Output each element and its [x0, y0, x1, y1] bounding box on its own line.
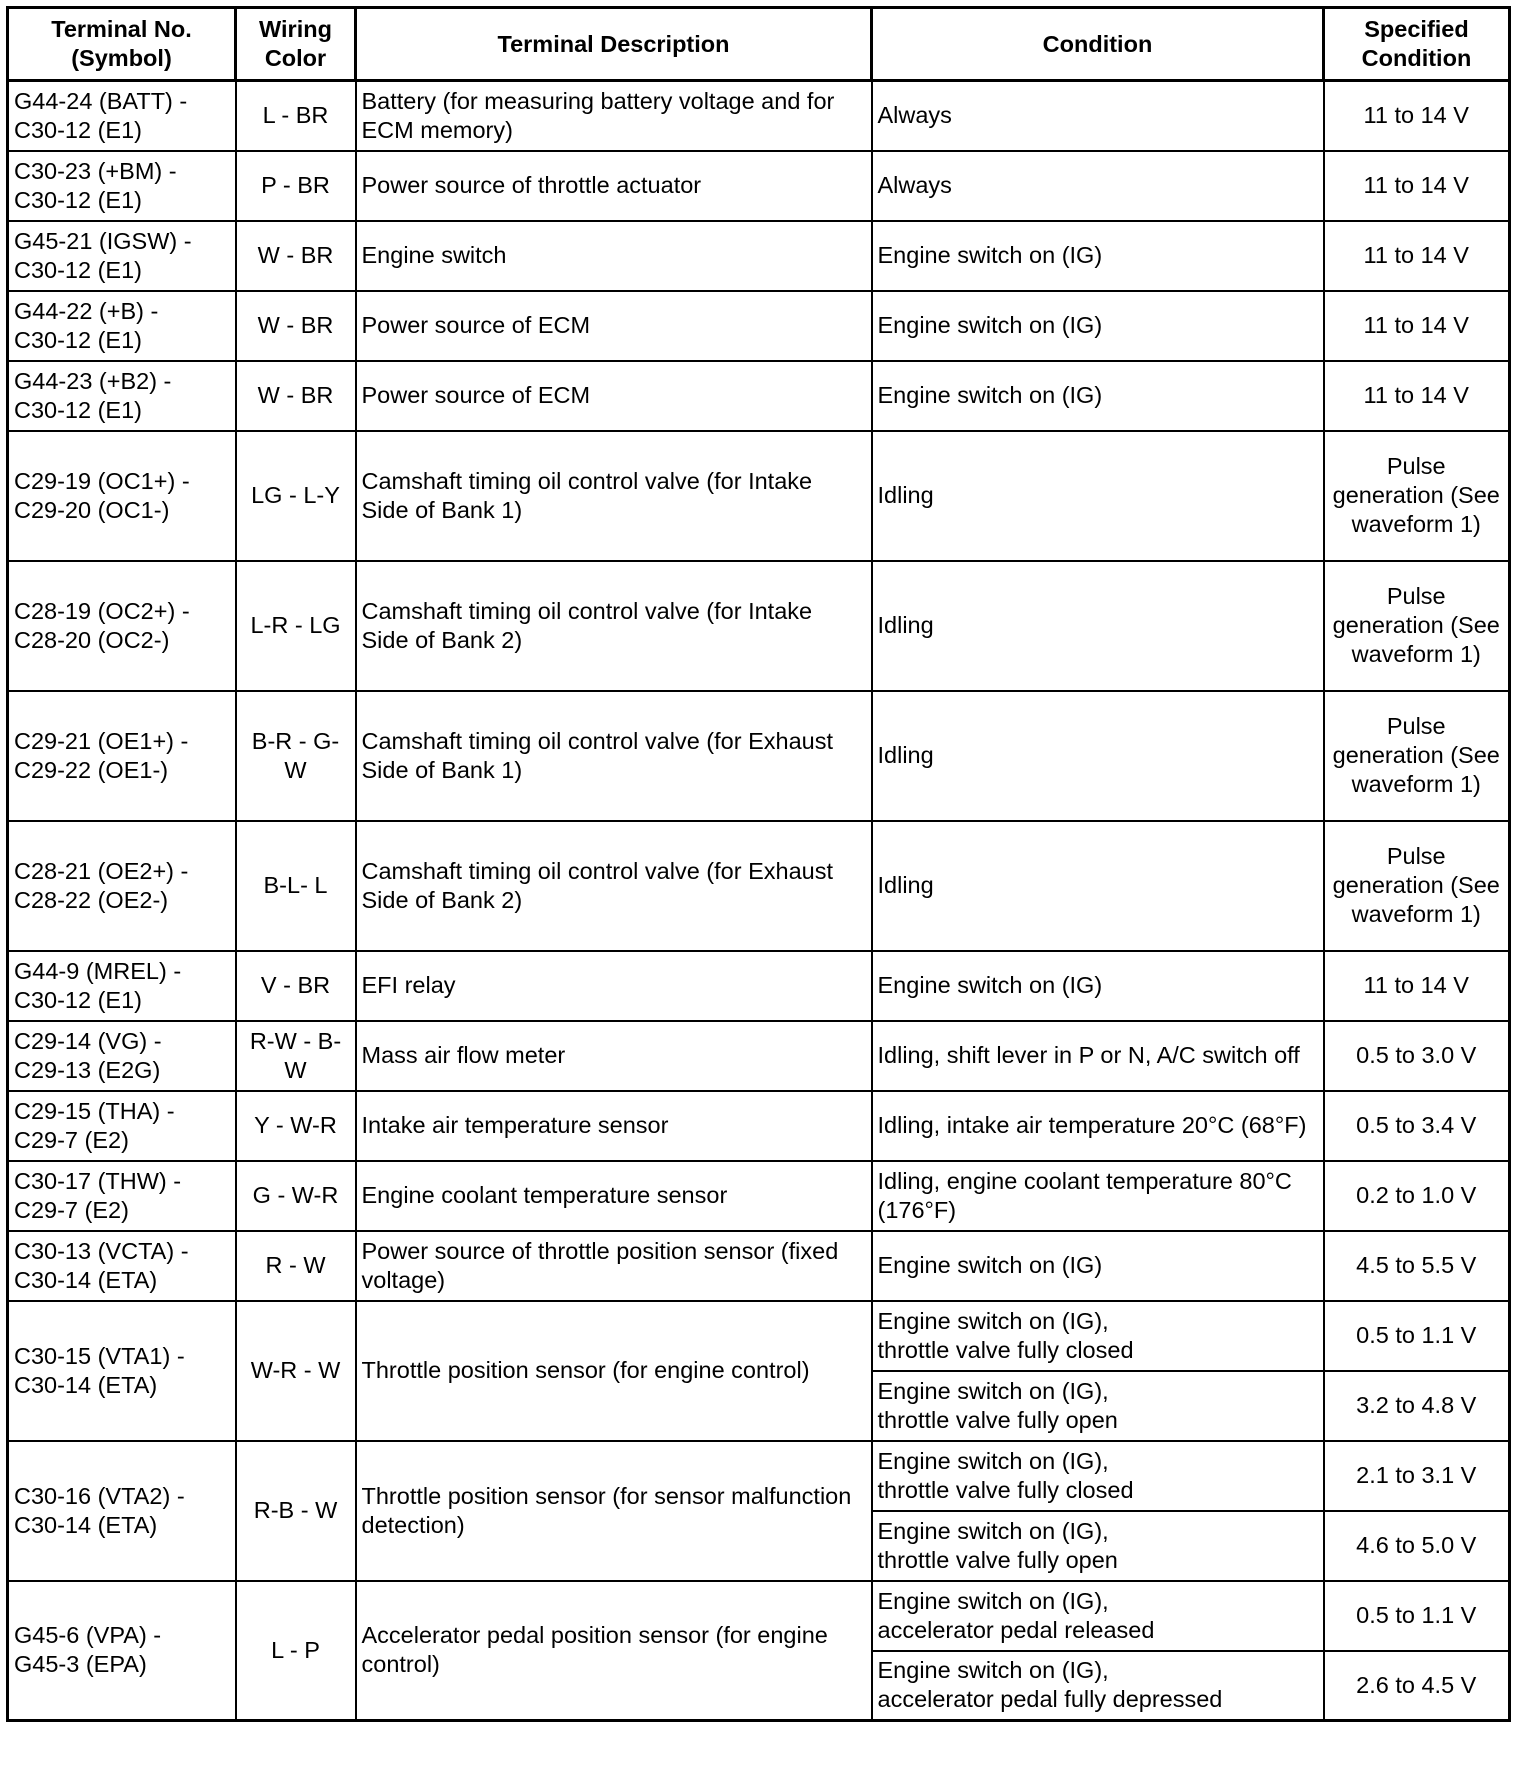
specified-condition-cell: 4.6 to 5.0 V: [1324, 1511, 1510, 1581]
terminal-line2: C29-13 (E2G): [14, 1056, 161, 1083]
table-body: [8, 81, 1510, 1721]
condition-line2: accelerator pedal released: [877, 1616, 1155, 1643]
terminal-cell: [8, 221, 236, 291]
specified-condition-cell: Pulse generation (See waveform 1): [1324, 431, 1510, 561]
condition-cell: [872, 1651, 1324, 1721]
header-wiring-line1: Wiring: [259, 16, 332, 42]
table-row: [8, 561, 1510, 691]
terminal-cell: [8, 821, 236, 951]
terminal-cell: [8, 1441, 236, 1581]
wiring-color-cell: W - BR: [236, 291, 356, 361]
wiring-color-cell: B-L- L: [236, 821, 356, 951]
terminal-description-cell: Accelerator pedal position sensor (for engine control): [356, 1581, 872, 1721]
header-specified-line2: Condition: [1361, 45, 1472, 71]
header-terminal: [8, 8, 236, 81]
header-terminal-line2: (Symbol): [71, 45, 172, 71]
condition-line1: Engine switch on (IG),: [877, 1377, 1109, 1404]
terminal-cell: [8, 361, 236, 431]
terminal-description-cell: Camshaft timing oil control valve (for Intake Side of Bank 2): [356, 561, 872, 691]
terminal-line2: C30-12 (E1): [14, 396, 142, 423]
wiring-color-cell: LG - L-Y: [236, 431, 356, 561]
condition-cell: Engine switch on (IG): [872, 951, 1324, 1021]
wiring-color-cell: P - BR: [236, 151, 356, 221]
wiring-color-cell: G - W-R: [236, 1161, 356, 1231]
condition-line1: Engine switch on (IG),: [877, 1657, 1109, 1684]
condition-cell: Idling, engine coolant temperature 80°C (176°F): [872, 1161, 1324, 1231]
terminal-line1: C29-15 (THA) -: [14, 1097, 175, 1124]
condition-line2: throttle valve fully open: [877, 1546, 1118, 1573]
terminal-line2: C28-22 (OE2-): [14, 886, 169, 913]
specified-condition-cell: 0.5 to 1.1 V: [1324, 1581, 1510, 1651]
condition-cell: Engine switch on (IG): [872, 221, 1324, 291]
terminal-line2: C28-20 (OC2-): [14, 626, 170, 653]
table-row: [8, 431, 1510, 561]
table-row: [8, 951, 1510, 1021]
table-row: [8, 1581, 1510, 1651]
specified-condition-cell: 2.1 to 3.1 V: [1324, 1441, 1510, 1511]
terminal-line2: C29-22 (OE1-): [14, 756, 169, 783]
wiring-color-cell: R-W - B-W: [236, 1021, 356, 1091]
table-header-row: [8, 8, 1510, 81]
terminal-line1: C29-21 (OE1+) -: [14, 727, 189, 754]
specified-condition-cell: 0.5 to 3.4 V: [1324, 1091, 1510, 1161]
header-wiring-line2: Color: [264, 45, 327, 71]
specified-condition-cell: 0.2 to 1.0 V: [1324, 1161, 1510, 1231]
terminal-cell: [8, 1581, 236, 1721]
terminal-line2: C30-12 (E1): [14, 116, 142, 143]
table-row: [8, 1161, 1510, 1231]
terminal-line1: G44-24 (BATT) -: [14, 87, 188, 114]
wiring-color-cell: V - BR: [236, 951, 356, 1021]
condition-cell: Idling: [872, 691, 1324, 821]
terminal-line2: C30-12 (E1): [14, 186, 142, 213]
condition-line2: throttle valve fully open: [877, 1406, 1118, 1433]
terminal-description-cell: Power source of ECM: [356, 361, 872, 431]
terminal-line2: C30-14 (ETA): [14, 1266, 158, 1293]
table-row: [8, 1231, 1510, 1301]
condition-cell: Idling, shift lever in P or N, A/C switch off: [872, 1021, 1324, 1091]
terminal-cell: [8, 1091, 236, 1161]
terminal-line2: C29-20 (OC1-): [14, 496, 170, 523]
condition-cell: [872, 1441, 1324, 1511]
specified-condition-cell: 11 to 14 V: [1324, 151, 1510, 221]
condition-cell: Idling: [872, 561, 1324, 691]
header-condition: Condition: [872, 8, 1324, 81]
terminal-line1: C30-15 (VTA1) -: [14, 1342, 185, 1369]
terminal-cell: [8, 1231, 236, 1301]
terminal-cell: [8, 1021, 236, 1091]
terminal-description-cell: Throttle position sensor (for engine control): [356, 1301, 872, 1441]
table-row: [8, 1021, 1510, 1091]
terminal-description-cell: Mass air flow meter: [356, 1021, 872, 1091]
table-row: [8, 1091, 1510, 1161]
condition-cell: Idling: [872, 431, 1324, 561]
specified-condition-cell: Pulse generation (See waveform 1): [1324, 821, 1510, 951]
terminal-line2: G45-3 (EPA): [14, 1651, 147, 1678]
terminal-description-cell: Intake air temperature sensor: [356, 1091, 872, 1161]
wiring-color-cell: L - P: [236, 1581, 356, 1721]
table-row: [8, 81, 1510, 151]
terminal-line1: G44-23 (+B2) -: [14, 367, 172, 394]
terminal-description-cell: Power source of throttle actuator: [356, 151, 872, 221]
table-row: [8, 361, 1510, 431]
terminal-cell: [8, 691, 236, 821]
wiring-color-cell: B-R - G-W: [236, 691, 356, 821]
terminal-cell: [8, 151, 236, 221]
terminal-description-cell: Battery (for measuring battery voltage and for ECM memory): [356, 81, 872, 151]
terminal-line1: G44-9 (MREL) -: [14, 957, 182, 984]
terminal-line1: C28-19 (OC2+) -: [14, 597, 190, 624]
terminal-line1: G44-22 (+B) -: [14, 297, 159, 324]
terminal-cell: [8, 561, 236, 691]
terminal-description-cell: Camshaft timing oil control valve (for Exhaust Side of Bank 1): [356, 691, 872, 821]
condition-cell: Engine switch on (IG): [872, 1231, 1324, 1301]
terminal-line2: C29-7 (E2): [14, 1126, 129, 1153]
specified-condition-cell: Pulse generation (See waveform 1): [1324, 561, 1510, 691]
specified-condition-cell: 0.5 to 3.0 V: [1324, 1021, 1510, 1091]
wiring-color-cell: W - BR: [236, 361, 356, 431]
terminal-line1: C28-21 (OE2+) -: [14, 857, 189, 884]
specified-condition-cell: Pulse generation (See waveform 1): [1324, 691, 1510, 821]
terminal-line2: C30-12 (E1): [14, 256, 142, 283]
table-row: [8, 691, 1510, 821]
terminal-description-cell: Camshaft timing oil control valve (for Exhaust Side of Bank 2): [356, 821, 872, 951]
condition-cell: Idling: [872, 821, 1324, 951]
terminal-description-cell: Power source of ECM: [356, 291, 872, 361]
wiring-color-cell: R - W: [236, 1231, 356, 1301]
terminal-line1: G45-21 (IGSW) -: [14, 227, 192, 254]
terminal-cell: [8, 1161, 236, 1231]
condition-line1: Engine switch on (IG),: [877, 1587, 1109, 1614]
specified-condition-cell: 11 to 14 V: [1324, 221, 1510, 291]
specified-condition-cell: 11 to 14 V: [1324, 291, 1510, 361]
terminal-cell: [8, 1301, 236, 1441]
table-row: [8, 221, 1510, 291]
condition-cell: Always: [872, 81, 1324, 151]
terminal-cell: [8, 431, 236, 561]
ecm-terminal-table-document: [6, 6, 1508, 1722]
specified-condition-cell: 11 to 14 V: [1324, 951, 1510, 1021]
wiring-color-cell: W - BR: [236, 221, 356, 291]
header-specified: [1324, 8, 1510, 81]
terminal-line1: C30-13 (VCTA) -: [14, 1237, 189, 1264]
specified-condition-cell: 4.5 to 5.5 V: [1324, 1231, 1510, 1301]
specified-condition-cell: 11 to 14 V: [1324, 81, 1510, 151]
condition-line1: Engine switch on (IG),: [877, 1517, 1109, 1544]
condition-line1: Engine switch on (IG),: [877, 1307, 1109, 1334]
header-specified-line1: Specified: [1364, 16, 1469, 42]
terminal-cell: [8, 951, 236, 1021]
terminal-description-cell: EFI relay: [356, 951, 872, 1021]
condition-cell: Engine switch on (IG): [872, 361, 1324, 431]
table-row: [8, 1301, 1510, 1371]
terminal-line2: C29-7 (E2): [14, 1196, 129, 1223]
terminal-description-cell: Throttle position sensor (for sensor malfunction detection): [356, 1441, 872, 1581]
table-row: [8, 291, 1510, 361]
ecm-terminal-table: [6, 6, 1511, 1722]
specified-condition-cell: 2.6 to 4.5 V: [1324, 1651, 1510, 1721]
terminal-description-cell: Camshaft timing oil control valve (for Intake Side of Bank 1): [356, 431, 872, 561]
terminal-line2: C30-14 (ETA): [14, 1511, 158, 1538]
wiring-color-cell: L - BR: [236, 81, 356, 151]
terminal-description-cell: Engine switch: [356, 221, 872, 291]
terminal-line1: C30-17 (THW) -: [14, 1167, 182, 1194]
terminal-line2: C30-12 (E1): [14, 986, 142, 1013]
header-terminal-line1: Terminal No.: [51, 16, 192, 42]
condition-cell: Engine switch on (IG): [872, 291, 1324, 361]
terminal-line1: C30-23 (+BM) -: [14, 157, 177, 184]
terminal-line2: C30-14 (ETA): [14, 1371, 158, 1398]
terminal-description-cell: Engine coolant temperature sensor: [356, 1161, 872, 1231]
wiring-color-cell: R-B - W: [236, 1441, 356, 1581]
condition-line1: Engine switch on (IG),: [877, 1447, 1109, 1474]
specified-condition-cell: 0.5 to 1.1 V: [1324, 1301, 1510, 1371]
terminal-line1: C29-14 (VG) -: [14, 1027, 162, 1054]
header-wiring: [236, 8, 356, 81]
terminal-line1: C30-16 (VTA2) -: [14, 1482, 185, 1509]
table-row: [8, 151, 1510, 221]
condition-cell: Always: [872, 151, 1324, 221]
wiring-color-cell: Y - W-R: [236, 1091, 356, 1161]
condition-cell: [872, 1371, 1324, 1441]
table-row: [8, 821, 1510, 951]
header-description: Terminal Description: [356, 8, 872, 81]
wiring-color-cell: W-R - W: [236, 1301, 356, 1441]
specified-condition-cell: 11 to 14 V: [1324, 361, 1510, 431]
terminal-cell: [8, 291, 236, 361]
condition-cell: [872, 1511, 1324, 1581]
table-row: [8, 1441, 1510, 1511]
condition-cell: [872, 1581, 1324, 1651]
terminal-line1: G45-6 (VPA) -: [14, 1622, 162, 1649]
condition-cell: Idling, intake air temperature 20°C (68°F): [872, 1091, 1324, 1161]
terminal-line2: C30-12 (E1): [14, 326, 142, 353]
specified-condition-cell: 3.2 to 4.8 V: [1324, 1371, 1510, 1441]
terminal-cell: [8, 81, 236, 151]
condition-cell: [872, 1301, 1324, 1371]
condition-line2: throttle valve fully closed: [877, 1476, 1134, 1503]
condition-line2: accelerator pedal fully depressed: [877, 1686, 1223, 1713]
condition-line2: throttle valve fully closed: [877, 1336, 1134, 1363]
terminal-line1: C29-19 (OC1+) -: [14, 467, 190, 494]
wiring-color-cell: L-R - LG: [236, 561, 356, 691]
terminal-description-cell: Power source of throttle position sensor (fixed voltage): [356, 1231, 872, 1301]
